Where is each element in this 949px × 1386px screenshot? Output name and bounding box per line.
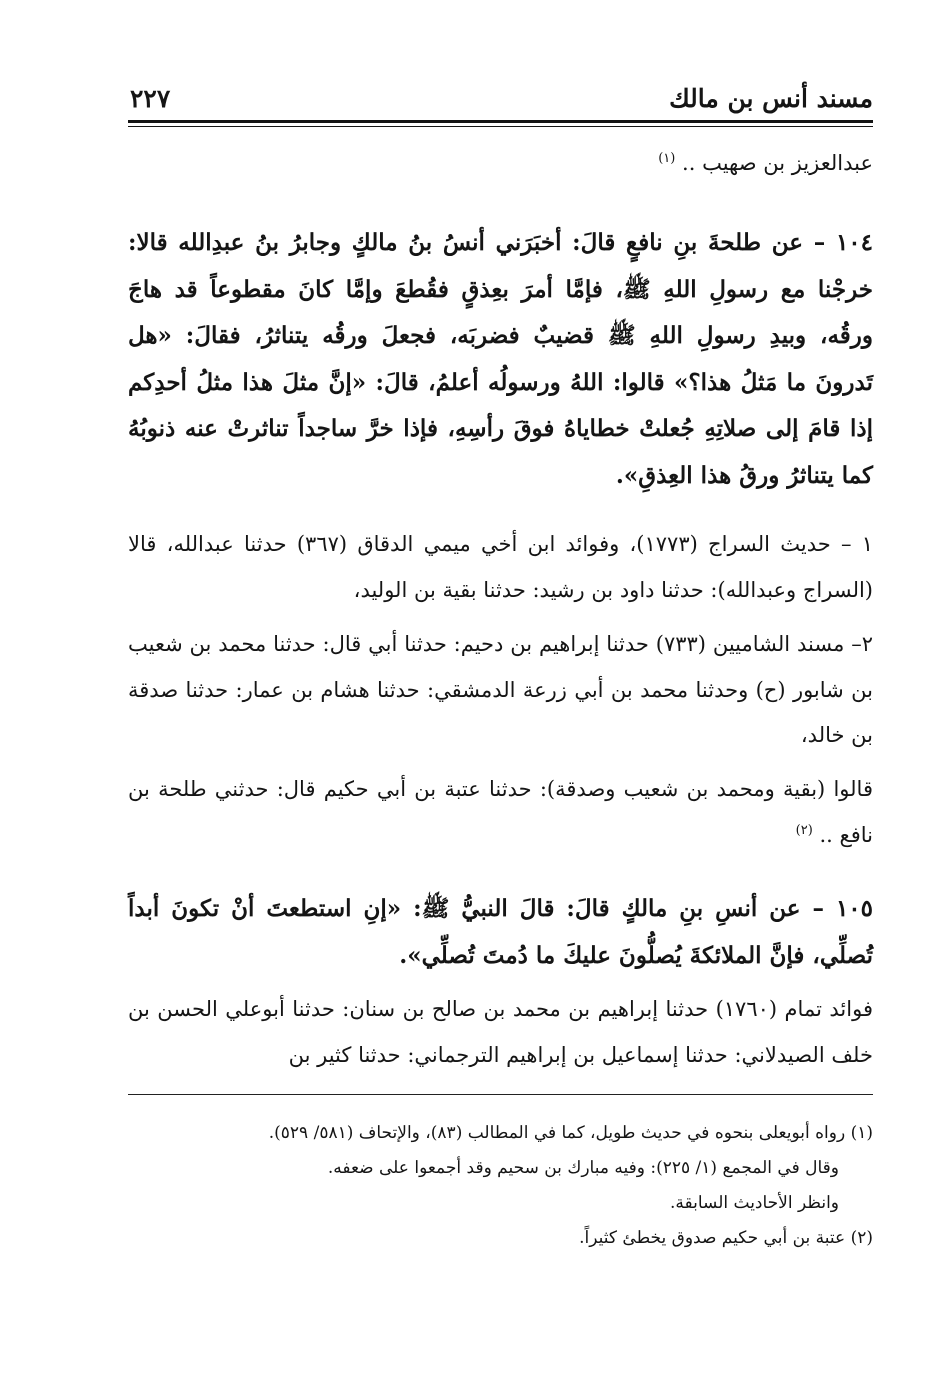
page-header — [128, 84, 873, 120]
hadith-104-text: ١٠٤ – عن طلحةَ بنِ نافعٍ قالَ: أخبَرَني أنسُ بنُ مالكٍ وجابرُ بنُ عبدِالله قالا: خرجْنا مع رسولِ اللهِ ﷺ، فإمَّا أمرَ بعِذقٍ فقُطعَ وإمَّا كانَ مقطوعاً قد هاجَ ورقُه، وبيدِ رسولِ اللهِ ﷺ قضيبٌ فضربَه، فجعلَ ورقُه يتناثرُ، فقالَ: «هل تَدرونَ ما مَثلُ هذا؟» قالوا: اللهُ ورسولُه أعلمُ، قالَ: «إنَّ مثلَ هذا مثلُ أحدِكم إذا قامَ إلى صلاتِهِ جُعلتْ خطاياهُ فوقَ رأسِهِ، فإذا خرَّ ساجداً تناثرتْ عنه ذنوبُهُ كما يتناثرُ ورقُ هذا العِذقِ». — [128, 229, 873, 489]
page-number: ٢٢٧ — [130, 84, 171, 113]
source-paragraph-1: ١ – حديث السراج (١٧٧٣)، وفوائد ابن أخي ميمي الدقاق (٣٦٧) حدثنا عبدالله، قالا (السراج وعبدالله): حدثنا داود بن رشيد: حدثنا بقية بن الوليد، — [128, 532, 873, 602]
footnote-separator — [128, 1094, 873, 1095]
footnote-1: (١) رواه أبويعلى بنحوه في حديث طويل، كما في المطالب (٨٣)، والإتحاف (٥٨١/ ٥٢٩). — [268, 1123, 873, 1143]
footnote-1-cont-2: وانظر الأحاديث السابقة. — [670, 1193, 839, 1213]
header-rule-thin — [128, 126, 873, 127]
running-title: مسند أنس بن مالك — [669, 84, 873, 113]
footnote-2: (٢) عتبة بن أبي حكيم صدوق يخطئ كثيراً. — [579, 1228, 873, 1248]
header-rule-thick — [128, 120, 873, 123]
source-paragraph-2: ٢– مسند الشاميين (٧٣٣) حدثنا إبراهيم بن دحيم: حدثنا أبي قال: حدثنا محمد بن شعيب بن شابور (ح) وحدثنا محمد بن أبي زرعة الدمشقي: حدثنا هشام بن عمار: حدثنا صدقة بن خالد، — [128, 632, 873, 747]
hadith-105-text: ١٠٥ – عن أنسِ بنِ مالكٍ قالَ: قالَ النبيُّ ﷺ: «إنِ استطعتَ أنْ تكونَ أبداً تُصلِّي، فإنَّ الملائكةَ يُصلُّونَ عليكَ ما دُمتَ تُصلِّي». — [128, 895, 873, 969]
opening-line: عبدالعزيز بن صهيب .. $^{(١)}$ — [658, 151, 873, 175]
source-paragraph-3: قالوا (بقية ومحمد بن شعيب وصدقة): حدثنا عتبة بن أبي حكيم قال: حدثني طلحة بن نافع .. $^{(٢)}$ — [128, 777, 873, 847]
footnote-ref-1[interactable]: (١) — [658, 151, 676, 166]
source-paragraph-4: فوائد تمام (١٧٦٠) حدثنا إبراهيم بن محمد بن صالح بن سنان: حدثنا أبوعلي الحسن بن خلف الصيدلاني: حدثنا إسماعيل بن إبراهيم الترجماني: حدثنا كثير بن — [128, 997, 873, 1067]
footnote-ref-2[interactable]: (٢) — [795, 822, 813, 838]
footnote-1-cont: وقال في المجمع (١/ ٢٢٥): وفيه مبارك بن سحيم وقد أجمعوا على ضعفه. — [327, 1158, 839, 1178]
